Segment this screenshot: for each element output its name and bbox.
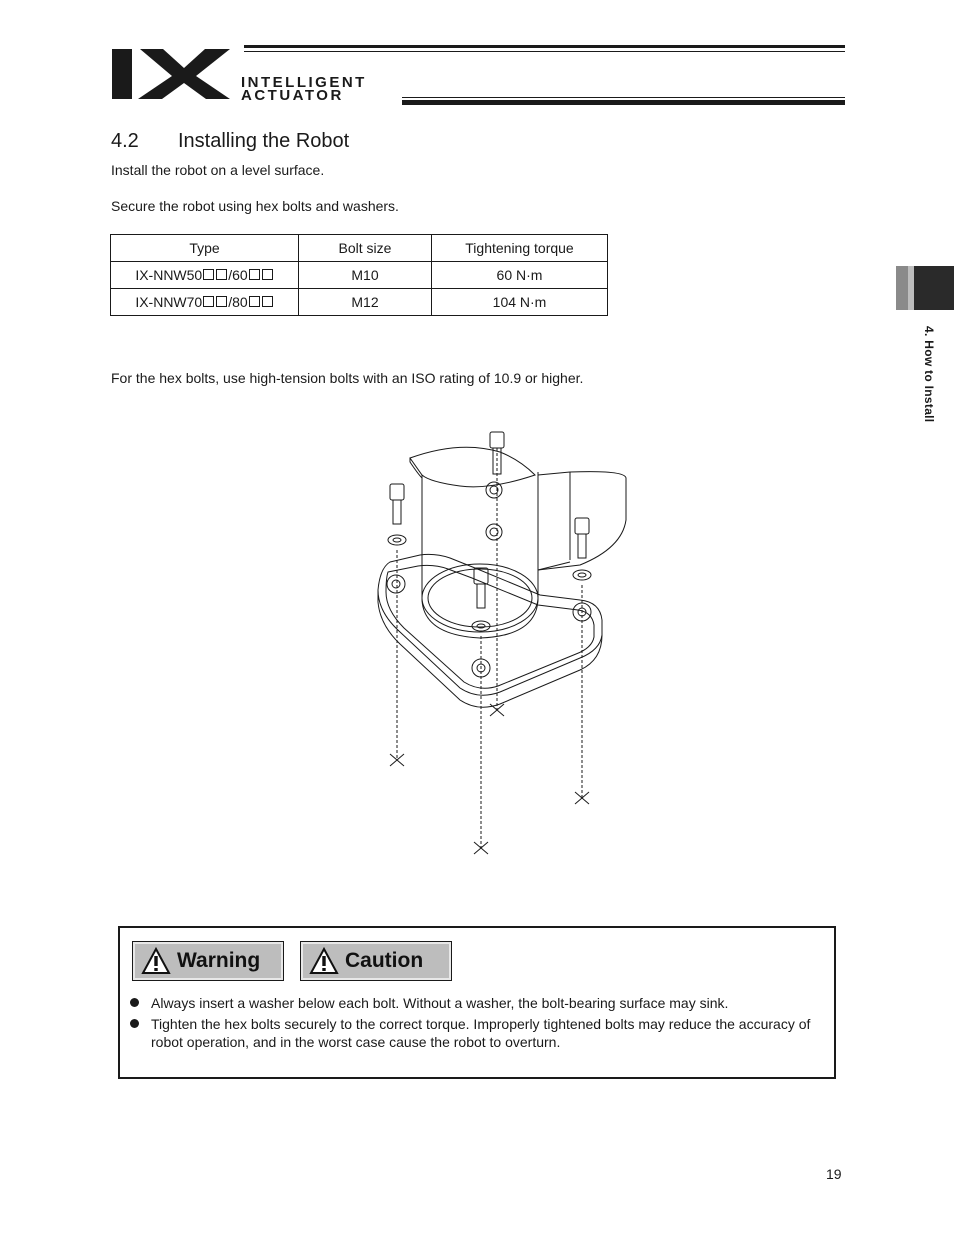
bullet-dot-icon — [130, 998, 139, 1007]
notice-text: Always insert a washer below each bolt. Without a washer, the bolt-bearing surface may sink. — [151, 995, 729, 1011]
logo-text-actuator: ACTUATOR — [241, 87, 344, 104]
bolt-size-cell: M10 — [299, 262, 432, 289]
table-header: Tightening torque — [432, 235, 608, 262]
bolt-size-cell: M12 — [299, 289, 432, 316]
paragraph-secure: Secure the robot using hex bolts and washers. — [111, 198, 399, 214]
table-row — [111, 289, 608, 316]
table-row — [111, 262, 608, 289]
table-header: Type — [111, 235, 299, 262]
page-number: 19 — [826, 1166, 842, 1182]
type-cell: IX-NNW50 /60 — [111, 262, 299, 289]
caution-badge — [300, 941, 452, 981]
header-rule — [244, 45, 845, 48]
caution-triangle-icon — [309, 947, 339, 975]
bullet-dot-icon — [130, 1019, 139, 1028]
caution-label: Caution — [345, 949, 424, 972]
warning-triangle-icon — [141, 947, 171, 975]
warning-badge — [132, 941, 284, 981]
torque-cell: 104 N·m — [432, 289, 608, 316]
list-item — [130, 1015, 820, 1051]
section-number: 4.2 — [111, 130, 139, 152]
type-cell: IX-NNW70 /80 — [111, 289, 299, 316]
warning-caution-box — [118, 926, 836, 1079]
robot-base-bolt-diagram — [360, 430, 640, 860]
table-header: Bolt size — [299, 235, 432, 262]
torque-cell: 60 N·m — [432, 262, 608, 289]
header-rule — [402, 97, 845, 98]
notice-list — [130, 994, 820, 1054]
list-item — [130, 994, 820, 1012]
header-rule — [244, 51, 845, 52]
chapter-tab-label: 4. How to Install — [922, 326, 936, 423]
logo-text-intelligent: INTELLIGENT — [241, 74, 367, 91]
paragraph-hex-bolts: For the hex bolts, use high-tension bolts with an ISO rating of 10.9 or higher. — [111, 370, 584, 386]
section-title: Installing the Robot — [178, 130, 350, 152]
table-header-row — [111, 235, 608, 262]
warning-label: Warning — [177, 949, 261, 972]
notice-text: Tighten the hex bolts securely to the correct torque. Improperly tightened bolts may reduce the accuracy of robot operation, and in the worst case cause the robot to overturn. — [151, 1016, 811, 1050]
ix-logo — [110, 46, 232, 102]
chapter-tab-marker — [896, 266, 954, 310]
bolt-spec-table — [110, 234, 608, 316]
paragraph-level-surface: Install the robot on a level surface. — [111, 162, 325, 178]
header-rule — [402, 100, 845, 105]
